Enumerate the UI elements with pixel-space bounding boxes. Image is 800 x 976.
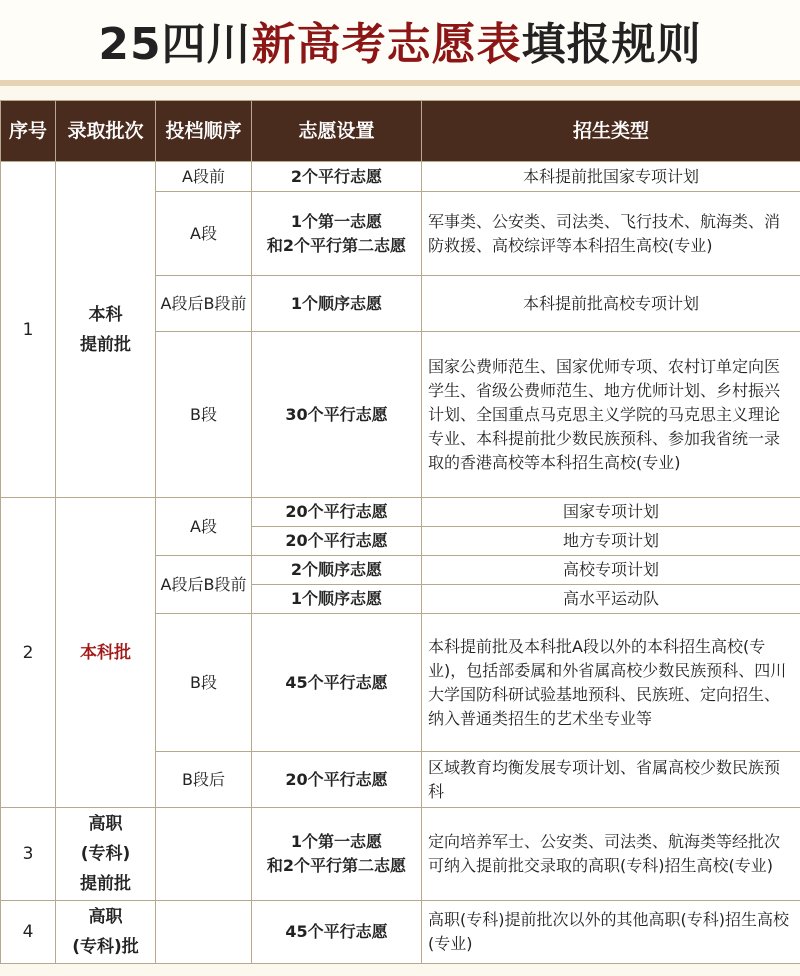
order-cell: A段: [156, 498, 252, 556]
type-cell: 本科提前批及本科批A段以外的本科招生高校(专业)，包括部委属和外省属高校少数民族预科、四川大学国防科研试验基地预科、民族班、定向招生、纳入普通类招生的艺术坐专业等: [422, 614, 800, 752]
header-volunteer: 志愿设置: [252, 101, 422, 162]
volunteer-cell: 20个平行志愿: [252, 498, 422, 527]
order-cell: [156, 901, 252, 964]
order-cell: A段后B段前: [156, 556, 252, 614]
type-cell: 地方专项计划: [422, 527, 800, 556]
order-cell: A段: [156, 192, 252, 276]
volunteer-cell: 45个平行志愿: [252, 901, 422, 964]
volunteer-cell: 30个平行志愿: [252, 332, 422, 498]
type-cell: 高职(专科)提前批次以外的其他高职(专科)招生高校(专业): [422, 901, 800, 964]
batch-line: 本科: [88, 304, 123, 325]
volunteer-line: 和2个平行第二志愿: [266, 235, 407, 255]
title-part-1: 25四川: [98, 19, 252, 70]
batch-line: (专科)批: [72, 937, 139, 957]
type-cell: 国家专项计划: [422, 498, 800, 527]
type-cell: 军事类、公安类、司法类、飞行技术、航海类、消防救援、高校综评等本科招生高校(专业): [422, 192, 800, 276]
volunteer-cell: 45个平行志愿: [252, 614, 422, 752]
order-cell: B段: [156, 332, 252, 498]
rules-table: [0, 100, 800, 964]
batch-line: 提前批: [80, 334, 131, 355]
batch-cell: [56, 162, 156, 498]
batch-line: (专科): [80, 844, 131, 864]
order-cell: [156, 808, 252, 901]
batch-cell: [56, 901, 156, 964]
page-title: [0, 0, 800, 86]
volunteer-cell: 20个平行志愿: [252, 527, 422, 556]
type-cell: 国家公费师范生、国家优师专项、农村订单定向医学生、省级公费师范生、地方优师计划、乡村振兴计划、全国重点马克思主义学院的马克思主义理论专业、本科提前批少数民族预科、参加我省统一录取的香港高校等本科招生高校(专业): [422, 332, 800, 498]
batch-line: 高职: [88, 907, 123, 927]
volunteer-cell: 1个顺序志愿: [252, 276, 422, 332]
seq-cell: 2: [1, 498, 56, 808]
seq-cell: 3: [1, 808, 56, 901]
header-row: [1, 101, 800, 162]
order-cell: B段后: [156, 752, 252, 808]
order-cell: A段前: [156, 162, 252, 192]
volunteer-cell: 2个顺序志愿: [252, 556, 422, 585]
volunteer-line: 1个第一志愿: [290, 211, 383, 231]
table-row: [1, 901, 800, 964]
batch-line: 提前批: [80, 874, 131, 894]
batch-cell: [56, 808, 156, 901]
seq-cell: 4: [1, 901, 56, 964]
type-cell: 本科提前批高校专项计划: [422, 276, 800, 332]
seq-cell: 1: [1, 162, 56, 498]
type-cell: 高水平运动队: [422, 585, 800, 614]
table-row: [1, 162, 800, 192]
volunteer-cell: 2个平行志愿: [252, 162, 422, 192]
header-order: 投档顺序: [156, 101, 252, 162]
volunteer-cell: 20个平行志愿: [252, 752, 422, 808]
type-cell: 区域教育均衡发展专项计划、省属高校少数民族预科: [422, 752, 800, 808]
volunteer-cell: [252, 808, 422, 901]
header-type: 招生类型: [422, 101, 800, 162]
order-cell: B段: [156, 614, 252, 752]
header-batch: 录取批次: [56, 101, 156, 162]
type-cell: 定向培养军士、公安类、司法类、航海类等经批次可纳入提前批交录取的高职(专科)招生高校(专业): [422, 808, 800, 901]
batch-cell: 本科批: [56, 498, 156, 808]
volunteer-cell: [252, 192, 422, 276]
table-row: [1, 498, 800, 527]
volunteer-line: 和2个平行第二志愿: [266, 856, 407, 875]
type-cell: 高校专项计划: [422, 556, 800, 585]
order-cell: A段后B段前: [156, 276, 252, 332]
title-part-3: 填报规则: [521, 19, 702, 70]
volunteer-cell: 1个顺序志愿: [252, 585, 422, 614]
batch-line: 高职: [88, 814, 123, 834]
type-cell: 本科提前批国家专项计划: [422, 162, 800, 192]
title-part-2: 新高考志愿表: [251, 19, 522, 70]
volunteer-line: 1个第一志愿: [290, 832, 383, 851]
header-seq: 序号: [1, 101, 56, 162]
table-row: [1, 808, 800, 901]
